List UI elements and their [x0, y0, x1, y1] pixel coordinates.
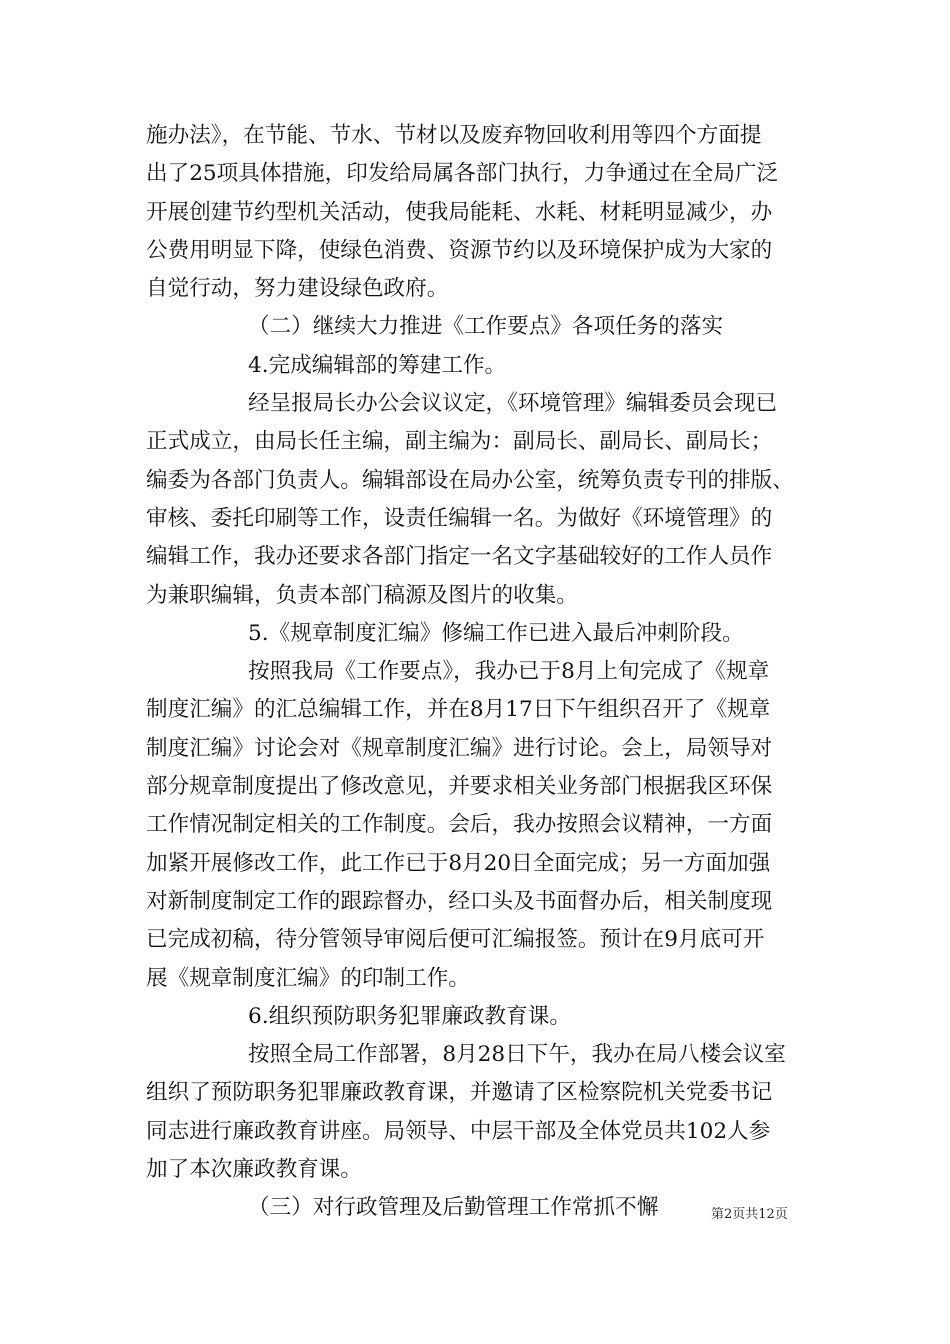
item-heading: 4.完成编辑部的筹建工作。	[248, 352, 507, 378]
item-heading: 5.《规章制度汇编》修编工作已进入最后冲刺阶段。	[248, 620, 744, 646]
text-line: 施办法》，在节能、节水、节材以及废弃物回收利用等四个方面提	[146, 123, 762, 148]
text-line: 对新制度制定工作的跟踪督办，经口头及书面督办后，相关制度现	[146, 888, 773, 914]
text-line: 制度汇编》讨论会对《规章制度汇编》进行讨论。会上，局领导对	[146, 735, 773, 761]
text-line: 公费用明显下降，使绿色消费、资源节约以及环境保护成为大家的	[146, 237, 773, 263]
page-number: 第2页共12页	[711, 1207, 788, 1222]
text-line: 自觉行动，努力建设绿色政府。	[146, 276, 449, 302]
text-line: 经呈报局长办公会议议定，《环境管理》编辑委员会现已	[248, 391, 778, 417]
text-line: 为兼职编辑，负责本部门稿源及图片的收集。	[146, 582, 578, 608]
text-line: 工作情况制定相关的工作制度。会后，我办按照会议精神，一方面	[146, 812, 773, 838]
item-heading: 6.组织预防职务犯罪廉政教育课。	[248, 1003, 571, 1029]
text-line: 制度汇编》的汇总编辑工作，并在8月17日下午组织召开了《规章	[146, 697, 771, 723]
text-line: 按照全局工作部署，8月28日下午，我办在局八楼会议室	[248, 1042, 786, 1068]
text-line: 编委为各部门负责人。编辑部设在局办公室，统筹负责专刊的排版、	[146, 467, 794, 493]
text-line: 已完成初稿，待分管领导审阅后便可汇编报签。预计在9月底可开	[146, 927, 765, 953]
text-line: 审核、委托印刷等工作，设责任编辑一名。为做好《环境管理》的	[146, 505, 773, 531]
text-line: 按照我局《工作要点》，我办已于8月上旬完成了《规章	[248, 659, 770, 685]
text-line: 开展创建节约型机关活动，使我局能耗、水耗、材耗明显减少，办	[146, 199, 773, 225]
text-line: 编辑工作，我办还要求各部门指定一名文字基础较好的工作人员作	[146, 544, 773, 570]
text-line: 展《规章制度汇编》的印制工作。	[146, 965, 470, 991]
section-heading: （二）继续大力推进《工作要点》各项任务的落实	[248, 314, 724, 340]
text-line: 加了本次廉政教育课。	[146, 1157, 362, 1183]
text-line: 正式成立，由局长任主编，副主编为：副局长、副局长、副局长；	[146, 429, 773, 455]
text-line: 部分规章制度提出了修改意见，并要求相关业务部门根据我区环保	[146, 774, 773, 800]
document-body	[146, 117, 808, 1228]
text-line: 出了25项具体措施，印发给局属各部门执行，力争通过在全局广泛	[146, 161, 779, 187]
text-line: 组织了预防职务犯罪廉政教育课，并邀请了区检察院机关党委书记	[146, 1080, 773, 1106]
text-line: 同志进行廉政教育讲座。局领导、中层干部及全体党员共102人参	[146, 1118, 771, 1144]
section-heading: （三）对行政管理及后勤管理工作常抓不懈	[248, 1195, 659, 1221]
text-line: 加紧开展修改工作，此工作已于8月20日全面完成；另一方面加强	[146, 850, 771, 876]
